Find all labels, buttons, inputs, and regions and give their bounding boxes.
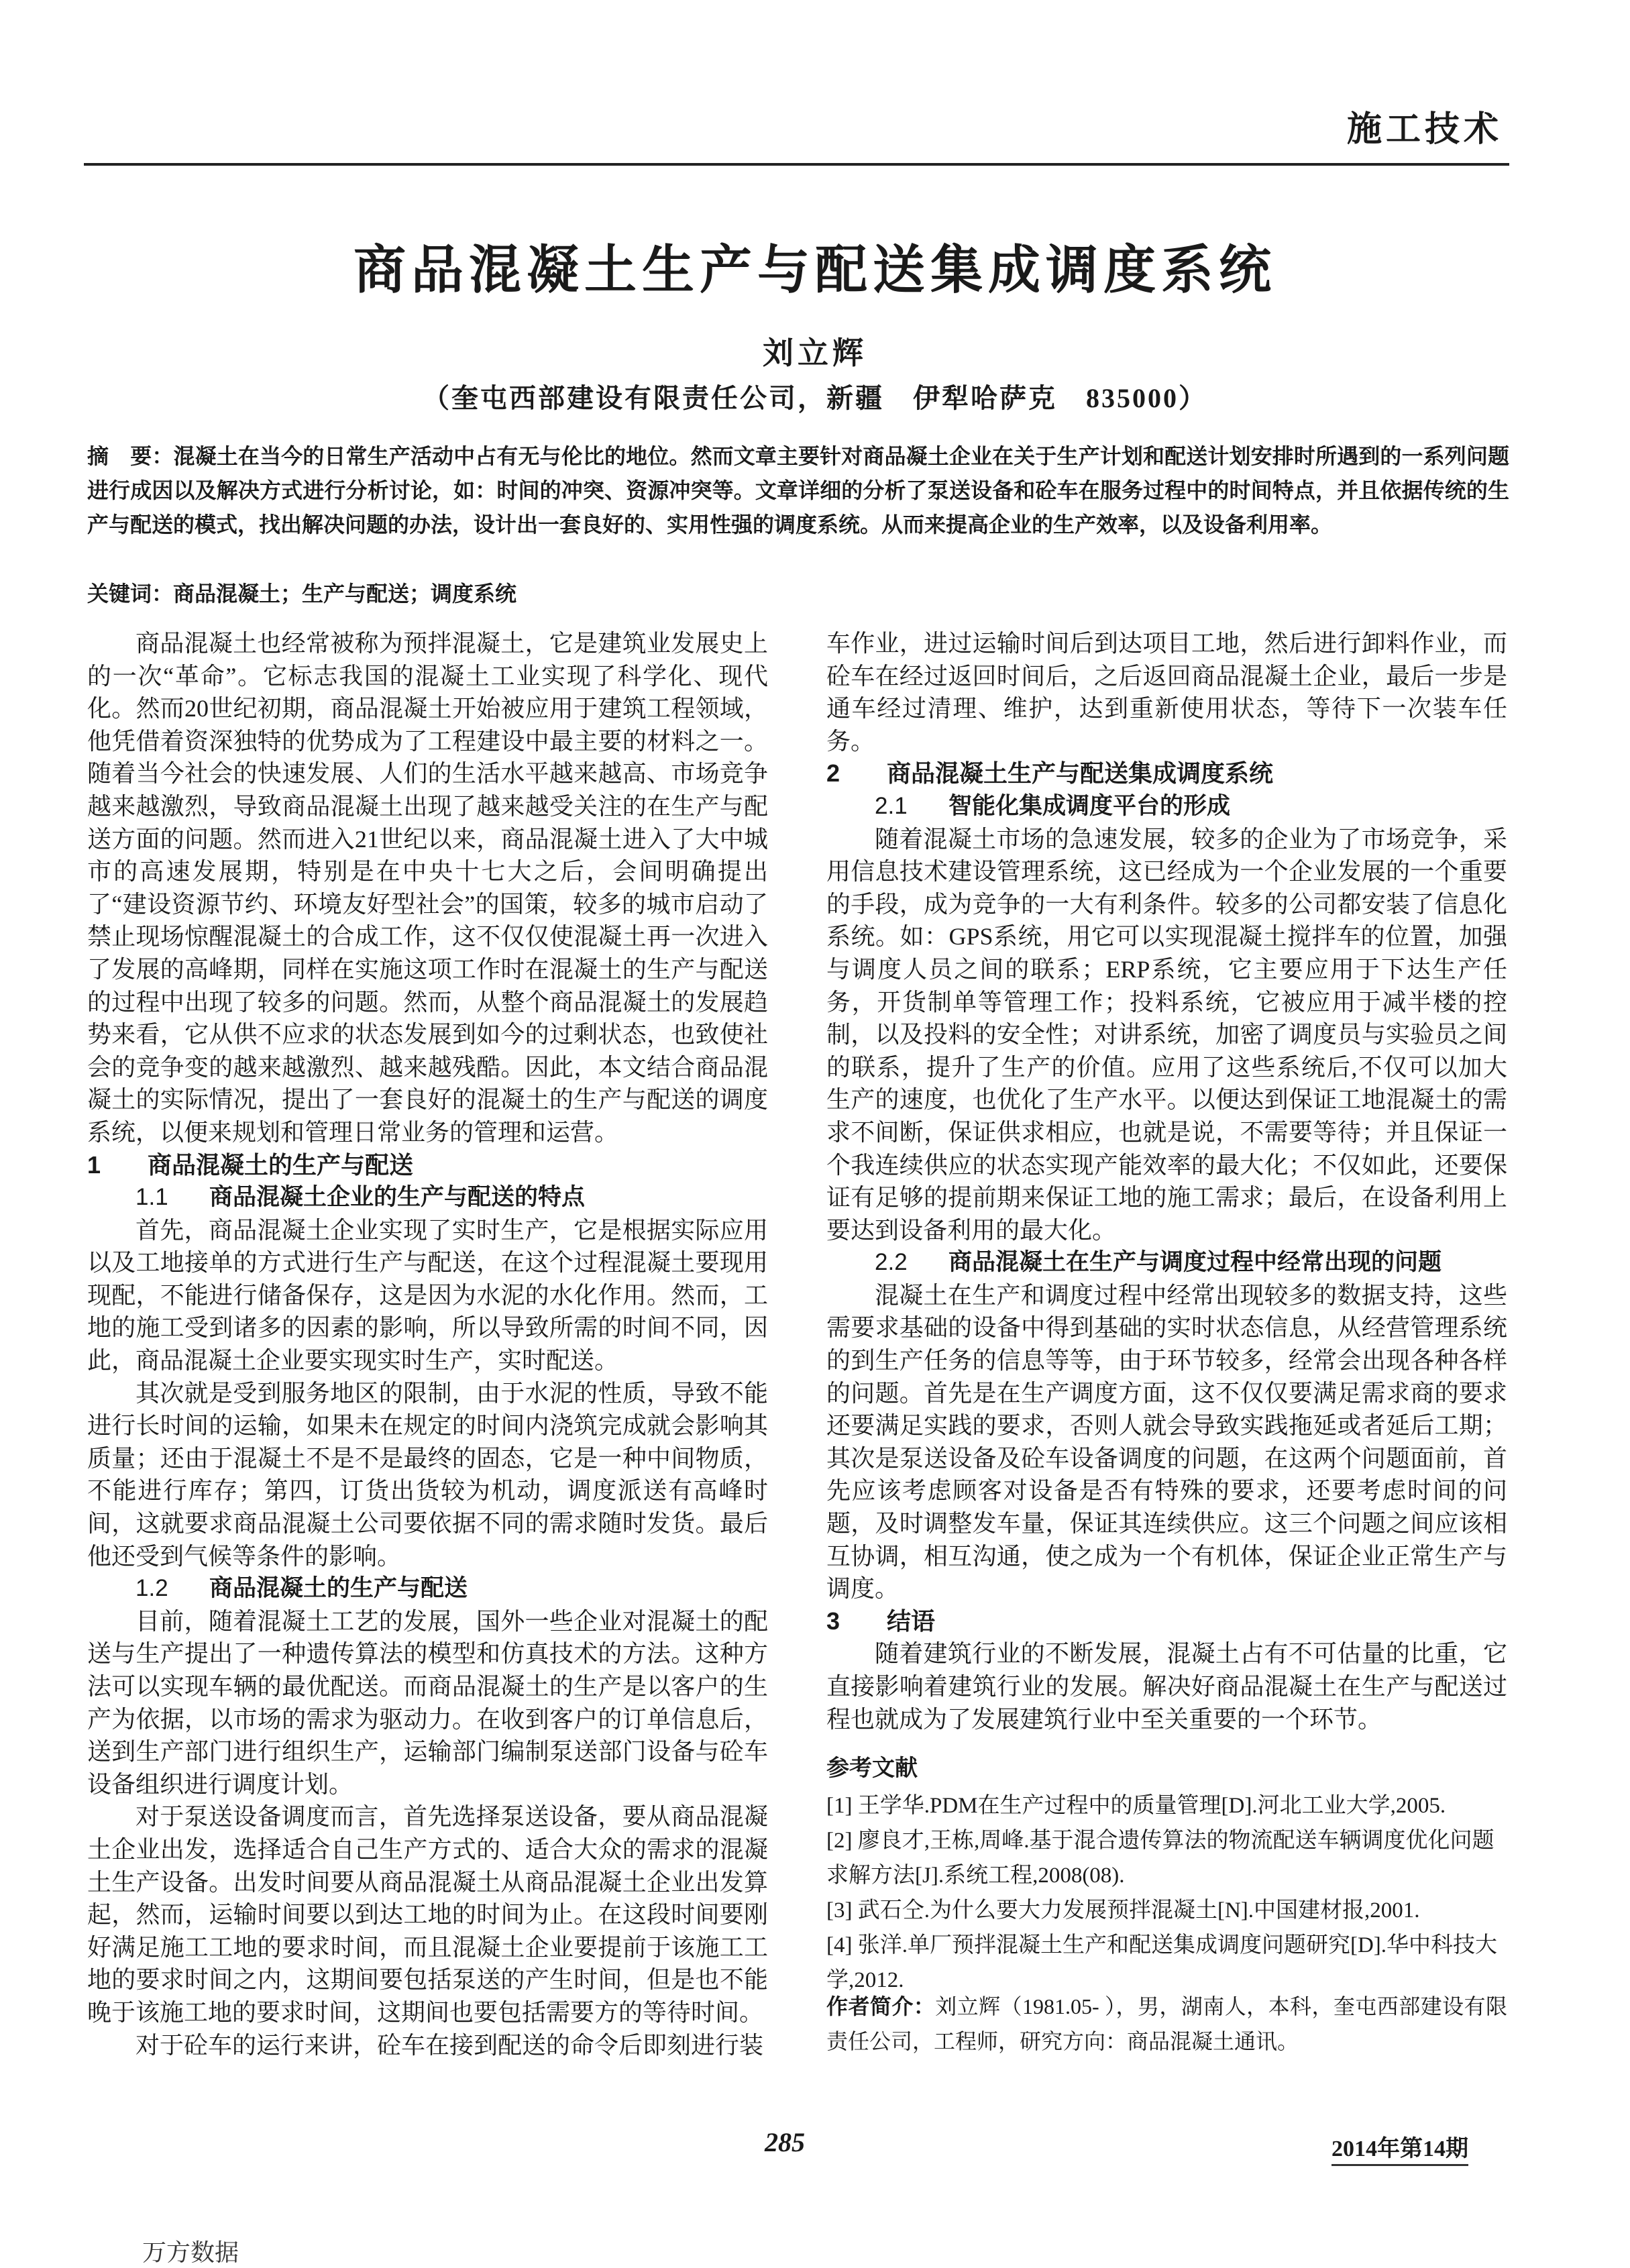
- abstract-text: 混凝土在当今的日常生产活动中占有无与伦比的地位。然而文章主要针对商品凝土企业在关于生产计划和配送计划安排时所遇到的一系列问题进行成因以及解决方式进行分析讨论，如：时间的冲突、资源冲突等。文章详细的分析了泵送设备和砼车在服务过程中的时间特点，并且依据传统的生产与配送的模式，找出解决问题的办法，设计出一套良好的、实用性强的调度系统。从而来提高企业的生产效率，以及设备利用率。: [87, 444, 1509, 537]
- body-paragraph: 混凝土在生产和调度过程中经常出现较多的数据支持，这些需要求基础的设备中得到基础的实时状态信息，从经营管理系统的到生产任务的信息等等，由于环节较多，经常会出现各种各样的问题。首先是在生产调度方面，这不仅仅要满足需求商的要求还要满足实践的要求，否则人就会导致实践拖延或者延后工期；其次是泵送设备及砼车设备调度的问题，在这两个问题面前，首先应该考虑顾客对设备是否有特殊的要求，还要考虑时间的问题，及时调整发车量，保证其连续供应。这三个问题之间应该相互协调，相互沟通，使之成为一个有机体，保证企业正常生产与调度。: [826, 1281, 1507, 1603]
- body-paragraph: 随着混凝土市场的急速发展，较多的企业为了市场竞争，采用信息技术建设管理系统，这已经成为一个企业发展的一个重要的手段，成为竞争的一大有利条件。较多的公司都安装了信息化系统。如：GPS系统，用它可以实现混凝土搅拌车的位置，加强与调度人员之间的联系；ERP系统，它主要应用于下达生产任务，开货制单等管理工作；投料系统，它被应用于减半楼的控制，以及投料的安全性；对讲系统，加密了调度员与实验员之间的联系，提升了生产的价值。应用了这些系统后,不仅可以加大生产的速度，也优化了生产水平。以便达到保证工地混凝土的需求不间断，保证供求相应，也就是说，不需要等待；并且保证一个我连续供应的状态实现产能效率的最大化；不仅如此，还要保证有足够的提前期来保证工地的施工需求；最后，在设备利用上要达到设备利用的最大化。: [826, 825, 1507, 1244]
- subsection-heading-1-1: [87, 1181, 768, 1214]
- subsection-title: 商品混凝土在生产与调度过程中经常出现的问题: [948, 1249, 1442, 1276]
- paper-title: 商品混凝土生产与配送集成调度系统: [353, 240, 1276, 299]
- subsection-number: 1.2: [135, 1575, 168, 1602]
- body-paragraph: 随着建筑行业的不断发展，混凝土占有不可估量的比重，它直接影响着建筑行业的发展。解决好商品混凝土在生产与配送过程也就成为了发展建筑行业中至关重要的一个环节。: [826, 1640, 1507, 1733]
- header-rule: [84, 163, 1509, 166]
- section-heading-1: [87, 1149, 768, 1182]
- right-column: [826, 627, 1507, 1735]
- body-paragraph: 其次就是受到服务地区的限制，由于水泥的性质，导致不能进行长时间的运输，如果未在规定的时间内浇筑完成就会影响其质量；还由于混凝土不是不是最终的固态，它是一种中间物质，不能进行库存；第四，订货出货较为机动，调度派送有高峰时间，这就要求商品混凝土公司要依据不同的需求随时发货。最后他还受到气候等条件的影响。: [87, 1379, 768, 1570]
- subsection-heading-1-2: [87, 1572, 768, 1605]
- subsection-title: 智能化集成调度平台的形成: [948, 792, 1231, 819]
- abstract-label: 摘 要：: [87, 444, 174, 468]
- watermark: 万方数据: [142, 2239, 239, 2266]
- section-number: 2: [826, 759, 840, 788]
- page-number: 285: [765, 2127, 805, 2157]
- bio-label: 作者简介：: [826, 1994, 936, 2018]
- subsection-number: 1.1: [135, 1184, 168, 1211]
- body-paragraph: 首先，商品混凝土企业实现了实时生产，它是根据实际应用以及工地接单的方式进行生产与配送，在这个过程混凝土要现用现配，不能进行储备保存，这是因为水泥的水化作用。然而，工地的施工受到诸多的因素的影响，所以导致所需的时间不同，因此，商品混凝土企业要实现实时生产，实时配送。: [87, 1216, 768, 1374]
- body-paragraph: 对于砼车的运行来讲，砼车在接到配送的命令后即刻进行装: [135, 2031, 764, 2059]
- subsection-title: 商品混凝土的生产与配送: [209, 1575, 468, 1602]
- body-paragraph-continued: 车作业，进过运输时间后到达项目工地，然后进行卸料作业，而砼车在经过返回时间后，之后返回商品混凝土企业，最后一步是通车经过清理、维护，达到重新使用状态，等待下一次装车任务。: [826, 630, 1507, 755]
- body-paragraph: 目前，随着混凝土工艺的发展，国外一些企业对混凝土的配送与生产提出了一种遗传算法的模型和仿真技术的方法。这种方法可以实现车辆的最优配送。而商品混凝土的生产是以客户的生产为依据，以市场的需求为驱动力。在收到客户的订单信息后，送到生产部门进行组织生产，运输部门编制泵送部门设备与砼车设备组织进行调度计划。: [87, 1607, 768, 1798]
- subsection-heading-2-2: [826, 1246, 1507, 1279]
- section-heading-2: [826, 757, 1507, 790]
- section-title: 结语: [887, 1607, 936, 1635]
- body-paragraph: 对于泵送设备调度而言，首先选择泵送设备，要从商品混凝土企业出发，选择适合自己生产方式的、适合大众的需求的混凝土生产设备。出发时间要从商品混凝土从商品混凝土企业出发算起，然而，运输时间要以到达工地的时间为止。在这段时间要刚好满足施工工地的要求时间，而且混凝土企业要提前于该施工工地的要求时间之内，这期间要包括泵送的产生时间，但是也不能晚于该施工地的要求时间，这期间也要包括需要方的等待时间。: [87, 1803, 768, 2026]
- section-number: 1: [87, 1150, 101, 1179]
- reference-item: [2] 廖良才,王栋,周峰.基于混合遗传算法的物流配送车辆调度优化问题求解方法[J].系统工程,2008(08).: [826, 1829, 1495, 1888]
- section-number: 3: [826, 1607, 840, 1635]
- author-affiliation: （奎屯西部建设有限责任公司，新疆 伊犁哈萨克 835000）: [423, 383, 1207, 413]
- subsection-number: 2.1: [875, 792, 908, 819]
- author-name: 刘立辉: [763, 336, 867, 370]
- abstract: [87, 439, 1509, 542]
- keywords: [87, 577, 1509, 611]
- section-title: 商品混凝土的生产与配送: [148, 1150, 414, 1179]
- reference-item: [4] 张洋.单厂预拌混凝土生产和配送集成调度问题研究[D].华中科技大学,2012.: [826, 1933, 1498, 1992]
- keywords-text: 商品混凝土；生产与配送；调度系统: [173, 582, 517, 606]
- subsection-heading-2-1: [826, 790, 1507, 823]
- keywords-label: 关键词：: [87, 582, 174, 606]
- reference-item: [3] 武石仝.为什么要大力发展预拌混凝土[N].中国建材报,2001.: [826, 1898, 1420, 1923]
- section-heading-3: [826, 1605, 1507, 1638]
- section-title: 商品混凝土生产与配送集成调度系统: [887, 759, 1274, 788]
- intro-paragraph: 商品混凝土也经常被称为预拌混凝土，它是建筑业发展史上的一次“革命”。它标志我国的混凝土工业实现了科学化、现代化。然而20世纪初期，商品混凝土开始被应用于建筑工程领域，他凭借着资深独特的优势成为了工程建设中最主要的材料之一。随着当今社会的快速发展、人们的生活水平越来越高、市场竞争越来越激烈，导致商品混凝土出现了越来越受关注的在生产与配送方面的问题。然而进入21世纪以来，商品混凝土进入了大中城市的高速发展期，特别是在中央十七大之后，会间明确提出了“建设资源节约、环境友好型社会”的国策，较多的城市启动了禁止现场惊醒混凝土的合成工作，这不仅仅使混凝土再一次进入了发展的高峰期，同样在实施这项工作时在混凝土的生产与配送的过程中出现了较多的问题。然而，从整个商品混凝土的发展趋势来看，它从供不应求的状态发展到如今的过剩状态，也致使社会的竞争变的越来越激烈、越来越残酷。因此，本文结合商品混凝土的实际情况，提出了一套良好的混凝土的生产与配送的调度系统，以便来规划和管理日常业务的管理和运营。: [87, 630, 768, 1146]
- references: [826, 1751, 1507, 1998]
- section-tag: 施工技术: [1346, 110, 1503, 149]
- subsection-title: 商品混凝土企业的生产与配送的特点: [209, 1184, 586, 1211]
- issue-label: 2014年第14期: [1332, 2130, 1468, 2166]
- bio-text: 刘立辉（1981.05- ），男，湖南人，本科，奎屯西部建设有限责任公司，工程师，研究方向：商品混凝土通讯。: [826, 1994, 1507, 2053]
- references-title: 参考文献: [826, 1756, 918, 1781]
- reference-item: [1] 王学华.PDM在生产过程中的质量管理[D].河北工业大学,2005.: [826, 1794, 1446, 1818]
- left-column: [87, 627, 768, 2061]
- author-bio: [826, 1989, 1507, 2059]
- subsection-number: 2.2: [875, 1249, 908, 1276]
